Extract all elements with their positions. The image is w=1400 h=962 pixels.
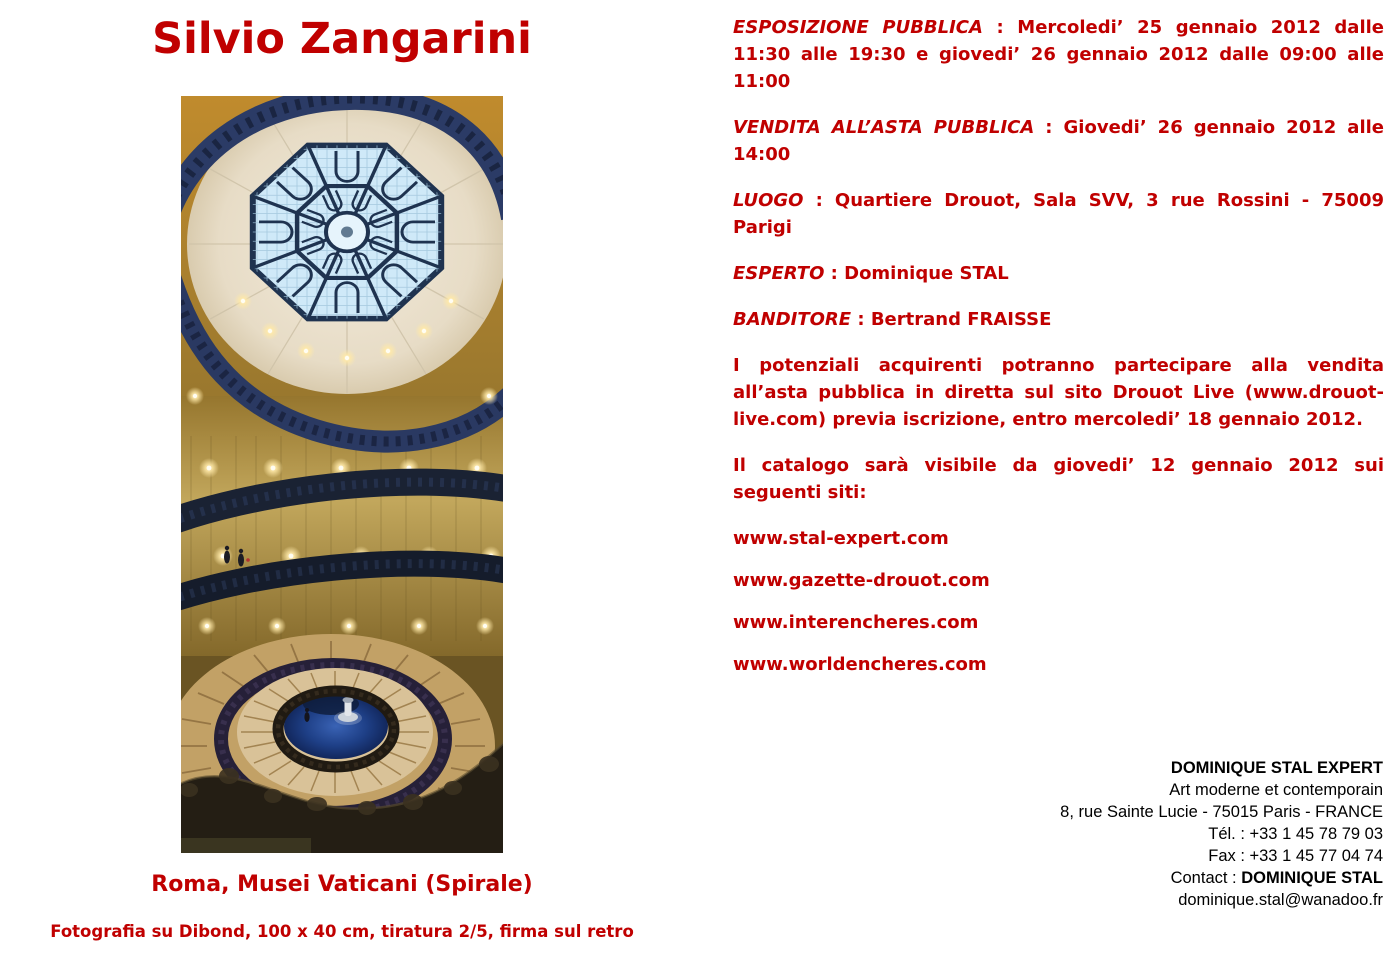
exposition-text: : Mercoledi’ 25 gennaio 2012 dalle 11:30 alle 19:30 e giovedi’ 26 gennaio 2012 dalle 09:00 alle 11:00 [733, 17, 1384, 92]
contact-person-label: Contact : [1170, 869, 1242, 887]
contact-email[interactable]: dominique.stal@wanadoo.fr [1178, 891, 1383, 909]
contact-specialty: Art moderne et contemporain [1169, 781, 1383, 799]
contact-phone: Tél. : +33 1 45 78 79 03 [1208, 825, 1383, 843]
spiral-staircase-artwork [181, 96, 503, 853]
sale-label: VENDITA ALL’ASTA PUBBLICA [733, 117, 1035, 138]
expert-label: ESPERTO [733, 263, 825, 284]
website-link-interencheres[interactable]: www.interencheres.com [733, 612, 979, 633]
exposition-label: ESPOSIZIONE PUBBLICA [733, 17, 983, 38]
photo-details: Fotografia su Dibond, 100 x 40 cm, tiratura 2/5, firma sul retro [50, 922, 634, 941]
contact-person-line [883, 867, 1383, 889]
contact-person-name: DOMINIQUE STAL [1241, 869, 1383, 887]
auctioneer-paragraph [733, 306, 1384, 333]
sale-paragraph [733, 114, 1384, 168]
location-label: LUOGO [733, 190, 804, 211]
spiral-staircase-photo [181, 96, 503, 853]
contact-block [883, 757, 1383, 911]
expert-paragraph [733, 260, 1384, 287]
expert-text: : Dominique STAL [824, 263, 1009, 284]
website-link-worldencheres[interactable]: www.worldencheres.com [733, 654, 987, 675]
contact-address: 8, rue Sainte Lucie - 75015 Paris - FRANCE [1060, 803, 1383, 821]
sale-text: : Giovedi’ 26 gennaio 2012 alle 14:00 [733, 117, 1384, 165]
auctioneer-text: : Bertrand FRAISSE [851, 309, 1052, 330]
website-link-stal-expert[interactable]: www.stal-expert.com [733, 528, 949, 549]
auctioneer-label: BANDITORE [733, 309, 852, 330]
catalog-paragraph: Il catalogo sarà visibile da giovedi’ 12 gennaio 2012 sui seguenti siti: [733, 455, 1384, 503]
contact-fax: Fax : +33 1 45 77 04 74 [1208, 847, 1383, 865]
location-text: : Quartiere Drouot, Sala SVV, 3 rue Rossini - 75009 Parigi [733, 190, 1384, 238]
location-paragraph [733, 187, 1384, 241]
online-bidding-paragraph: I potenziali acquirenti potranno partecipare alla vendita all’asta pubblica in diretta sul sito Drouot Live (www.drouot-live.com) previa iscrizione, entro mercoledi’ 18 gennaio 2012. [733, 355, 1384, 430]
contact-company: DOMINIQUE STAL EXPERT [1170, 759, 1383, 777]
exposition-paragraph [733, 14, 1384, 95]
artist-title: Silvio Zangarini [152, 14, 532, 64]
photo-caption: Roma, Musei Vaticani (Spirale) [151, 872, 533, 897]
auction-info [733, 14, 1384, 693]
website-link-gazette-drouot[interactable]: www.gazette-drouot.com [733, 570, 990, 591]
